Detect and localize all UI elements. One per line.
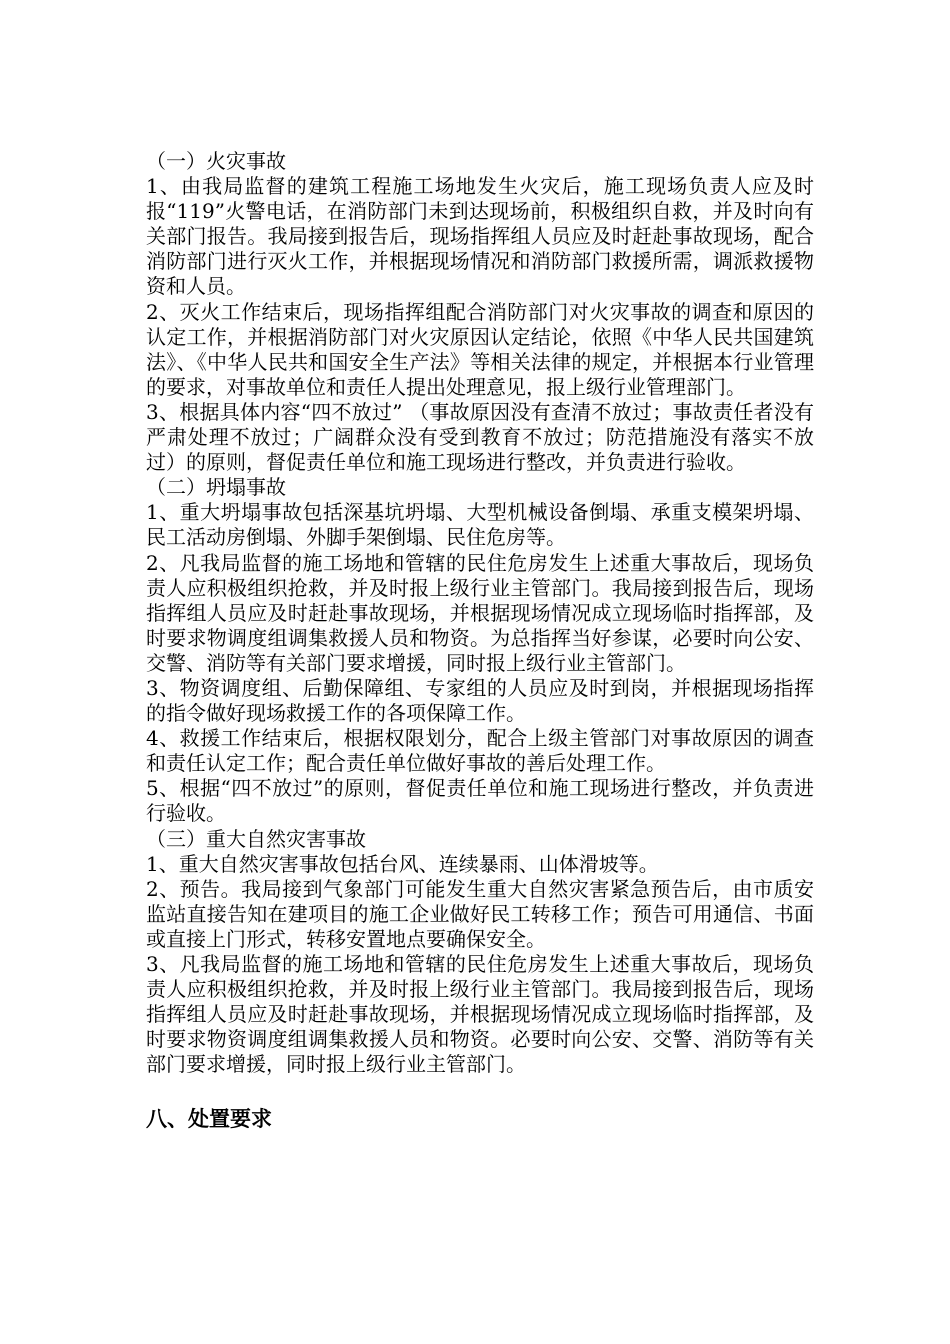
disaster-paragraph-2: 2、预告。我局接到气象部门可能发生重大自然灾害紧急预告后，由市质安监站直接告知在建项目的施工企业做好民工转移工作；预告可用通信、书面或直接上门形式，转移安置地点要确保安全。 [146, 876, 814, 951]
collapse-paragraph-3: 3、物资调度组、后勤保障组、专家组的人员应及时到岗，并根据现场指挥的指令做好现场救援工作的各项保障工作。 [146, 675, 814, 726]
fire-paragraph-2: 2、灭火工作结束后，现场指挥组配合消防部门对火灾事故的调查和原因的认定工作，并根据消防部门对火灾原因认定结论，依照《中华人民共国建筑法》、《中华人民共和国安全生产法》等相关法律的规定，并根据本行业管理的要求，对事故单位和责任人提出处理意见，报上级行业管理部门。 [146, 299, 814, 399]
collapse-paragraph-2: 2、凡我局监督的施工场地和管辖的民住危房发生上述重大事故后，现场负责人应积极组织抢救，并及时报上级行业主管部门。我局接到报告后，现场指挥组人员应及时赶赴事故现场，并根据现场情况成立现场临时指挥部，及时要求物调度组调集救援人员和物资。为总指挥当好参谋，必要时向公安、交警、消防等有关部门要求增援，同时报上级行业主管部门。 [146, 550, 814, 675]
disaster-paragraph-3: 3、凡我局监督的施工场地和管辖的民住危房发生上述重大事故后，现场负责人应积极组织抢救，并及时报上级行业主管部门。我局接到报告后，现场指挥组人员应及时赶赴事故现场，并根据现场情况成立现场临时指挥部，及时要求物资调度组调集救援人员和物资。必要时向公安、交警、消防等有关部门要求增援，同时报上级行业主管部门。 [146, 952, 814, 1077]
collapse-paragraph-5: 5、根据“四不放过”的原则，督促责任单位和施工现场进行整改，并负责进行验收。 [146, 776, 814, 826]
section-heading-fire: （一）火灾事故 [146, 149, 286, 173]
section-heading-disaster: （三）重大自然灾害事故 [146, 826, 366, 851]
collapse-paragraph-4: 4、救援工作结束后，根据权限划分，配合上级主管部门对事故原因的调查和责任认定工作；配合责任单位做好事故的善后处理工作。 [146, 726, 814, 776]
fire-paragraph-1: 1、由我局监督的建筑工程施工场地发生火灾后，施工现场负责人应及时报“119”火警电话，在消防部门未到达现场前，积极组织自救，并及时向有关部门报告。我局接到报告后，现场指挥组人员应及时赶赴事故现场，配合消防部门进行灭火工作，并根据现场情况和消防部门救援所需，调派救援物资和人员。 [146, 174, 814, 299]
document-page [146, 149, 814, 1134]
collapse-paragraph-1: 1、重大坍塌事故包括深基坑坍塌、大型机械设备倒塌、承重支模架坍塌、民工活动房倒塌、外脚手架倒塌、民住危房等。 [146, 500, 814, 550]
disaster-paragraph-1: 1、重大自然灾害事故包括台风、连续暴雨、山体滑坡等。 [146, 851, 659, 876]
chapter-heading: 八、处置要求 [146, 1107, 272, 1132]
fire-paragraph-3: 3、根据具体内容“四不放过” （事故原因没有查清不放过；事故责任者没有严肃处理不放过；广阔群众没有受到教育不放过；防范措施没有落实不放过）的原则，督促责任单位和施工现场进行整改，并负责进行验收。 [146, 399, 814, 475]
section-heading-collapse: （二）坍塌事故 [146, 475, 286, 500]
